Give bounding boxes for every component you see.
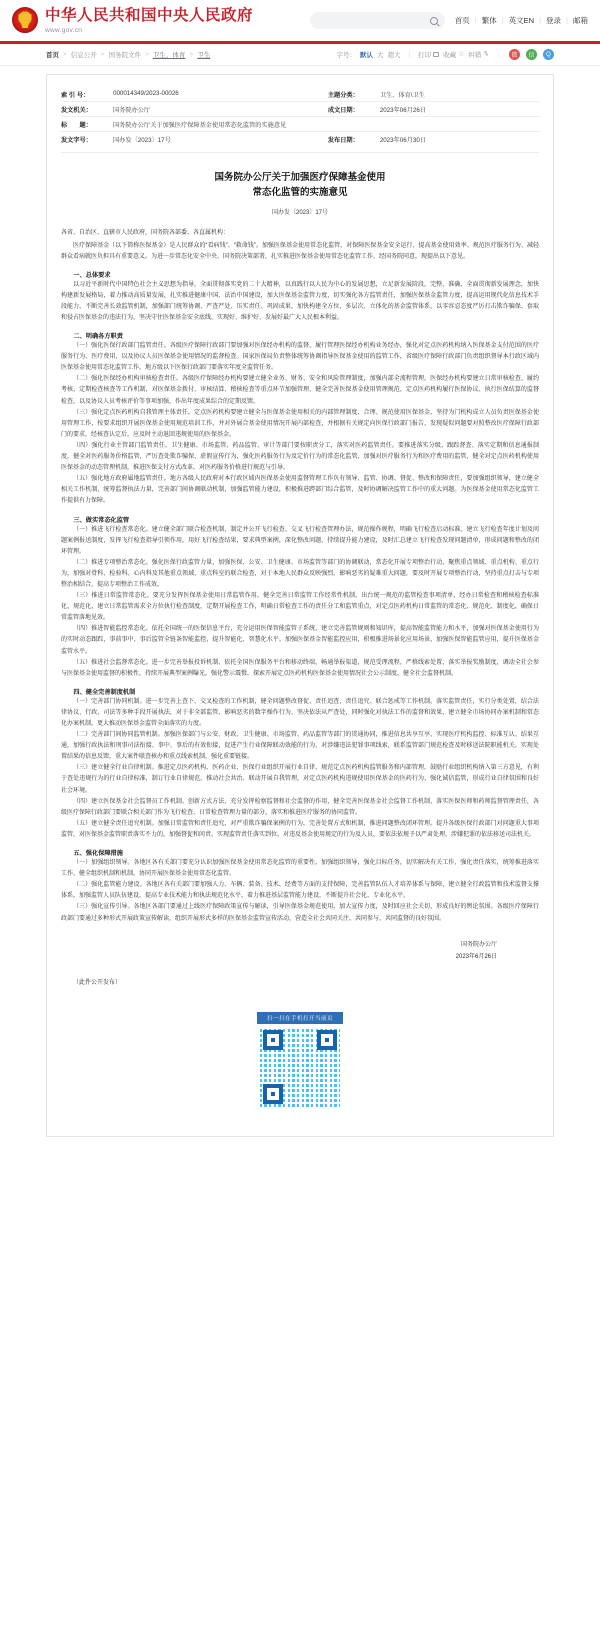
favorite-button[interactable] [443,50,464,59]
qr-finder-icon [263,1084,283,1104]
share-weibo-icon[interactable]: 微 [509,49,520,60]
section-paragraph: （三）推进日常监管常态化。要充分发挥医保基金使用日常监管作用，健全完善日常监管工作经常性机制，出台统一规范的监管检查事项清单，经办日常检查和稽核检查标准化、规范化，建立日常监管需求全方位执行检查制度，定期开展检查工作，明确日常检查工作的责任分工和监管重点，对定点医药机构日常监管的常态化、规范化、制度化，确保日常监管落地见效。 [61,593,539,622]
meta-value-docnumber: 国办发〔2023〕17号 [113,136,171,144]
meta-label-title: 标 题： [61,117,113,132]
correct-label: 纠错 [468,52,482,59]
table-row [61,102,539,117]
section-paragraph: （四）建立医保基金社会监督员工作机制。创新方式方法，充分发挥检察监督和社会监督的作用，健全完善医保基金社会监督工作机制，落实医保医师和药师监督管理责任，各级医疗保障行政部门要联合相关部门作为飞行检查、日常检查管理力量的部分，落实和推进医疗服务的协同监管。 [61,798,539,816]
nav-item-home[interactable]: 首页 [454,16,470,25]
section-paragraph: （一）加强组织领导。各地区各有关部门要充分认识加强医保基金使用常态化监管的重要性，加强组织领导，强化目标任务，切实解决有关工作，强化责任落实，统筹推进落实工作，健全组织机制和机制，协同开展医保基金使用常态化监管。 [61,860,539,878]
meta-label-index: 索 引 号： [61,87,113,102]
meta-label-formed-date: 成文日期： [328,102,380,117]
printer-icon [433,52,439,57]
section-paragraph: （三）强化宣传引导。各地区各部门要通过上线医疗保障政策宣传与解读，引导医保基金规范使用，加大宣传力度，及时回应社会关切，形成良好的舆论氛围。各级医疗保障行政部门要通过多种形式开展政策宣传解读，组织开展形式多样的医保基金监管宣传活动，营造全社会共同关注、共同参与、共同监督的良好氛围。 [61,904,539,922]
site-brand[interactable] [12,7,253,33]
meta-label-category: 主题分类： [328,87,380,102]
nav-item-login[interactable]: 登录 [546,16,562,25]
section-paragraph: （一）强化医保行政部门监管责任。各级医疗保障行政部门要加强对医保经办机构的监督、履行管理医保经办机构业务经办，强化对定点医药机构纳入医保基金支付范围的医疗服务行为、医疗费用，以及协议人员医保基金使用情况的监督检查。国家医保局负责整体统筹协调指导医保基金使用的监管工作，省级医疗保障行政部门负责组织督导本行政区域内医保基金使用常态化监管工作，地方级以下医保行政部门要落实年度全监管任务。 [61,343,539,372]
search-icon[interactable] [430,17,438,25]
table-row [61,117,539,132]
metadata-divider [61,152,539,153]
fontsize-default-button[interactable]: 默认 [359,52,373,59]
section-paragraph: （五）强化地方政府属地监管责任。地方各级人民政府对本行政区域内医保基金使用监督管理工作负有领导、监管、协调、督促、整改和保障责任，要加强组织领导，建立健全相关工作机制，统筹监督执法力量，完善部门间协调联动机制，加强监管能力建设，积极推进跨部门综合监管，及时协调解决监管工作中的重大问题。为医保基金使用常态化监管工作提供有力保障。 [61,476,539,505]
section-paragraph: （四）推进智能监控常态化。依托全国统一的医保信息平台，充分运用医保智能监管子系统，建立完善监管规则和知识库，提高智能监管能力和水平，加强对医保基金使用行为的实时动态跟踪，事前事中、事后监管全链条智能监控，提升智能化、智慧化水平。加强医保基金智能监控应用，积极推进场景化应用场景，加强医保智能监管应用，提升医保基金监管水平。 [61,626,539,655]
meta-value-category: 卫生、体育\卫生 [380,87,539,102]
pencil-icon: ✎ [482,50,490,59]
signature-date: 2023年6月26日 [455,953,497,960]
section-heading: 一、总体要求 [73,271,111,279]
section-paragraph: （二）强化医保经办机构审核检查责任。各级医疗保障经办机构要建立健全业务、财务、安全和风险管理制度，加强内部全流程管理，医保经办机构要建立日常审核检查、履约考核、定期检查核查等工作机制，对医保基金拨付、审核结算、稽核检查等重点环节加强管理，健全完善医保基金使用管理规范，定点医药机构履行医保协议、执行医保结算的监督检查，以及协议人员考核评价等事项加强，作出年度成果综合的定期反馈。 [61,376,539,405]
meta-label-docnumber: 发文字号： [61,136,92,144]
breadcrumb-item-statecouncil-docs[interactable]: 国务院文件 [108,52,142,59]
breadcrumb-item-openinfo[interactable]: 信息公开 [70,52,97,59]
document-number: 国办发〔2023〕17号 [271,210,329,217]
section-paragraph: （一）完善部门协同机制。进一步完善上查下、交叉检查的工作机制，健全问题整改督促、责任追查、责任追究、联合惩戒等工作机制。落实监管责任，实行分类处置，结合法律协议、行政、司法等多种手段开展执法，对于非全部监管、影响恶劣的数字操作行为，坚决依法从严查处，同时强化对执法工作的监督和效果，建立健全市场协同办案机制和常态化办案机制，更大推动医保基金监管全面落实的力度。 [61,698,539,727]
page-title-line1: 国务院办公厅关于加强医疗保障基金使用 [214,172,386,183]
page-title-line2: 常态化监管的实施意见 [252,186,348,198]
qr-caption: 扫一扫在手机打开当前页 [257,1012,343,1024]
section-heading: 二、明确各方职责 [73,333,123,341]
qr-code-block [257,1012,343,1110]
document-intro: 医疗保障基金（以下简称医保基金）是人民群众的“看病钱”、“救命钱”。加强医保基金使用常态化监管，对保障医保基金安全运行、提高基金使用效率、规范医疗服务行为、减轻群众看病就医负担具有重要意义。为进一步常态化安全中央、国务院决策部署，扎实推进医保基金使用常态化监管工作，经国务院同意，现提出以下意见。 [61,242,539,260]
table-row [61,87,539,102]
search-input[interactable] [310,16,430,25]
breadcrumb-item-home[interactable]: 首页 [46,52,59,59]
share-wechat-icon[interactable]: 信 [526,49,537,60]
section-heading: 四、健全完善制度机制 [73,688,136,696]
qr-finder-icon [317,1030,337,1050]
correct-button[interactable] [468,50,489,59]
document-addressee: 各省、自治区、直辖市人民政府，国务院各部委、各直属机构： [61,230,230,237]
section-paragraph: （五）建立健全责任追究机制。加强日常监管和责任追究，对严重欺诈骗保案例的行为，完善处置方式和机制，推进问题整改闭环管理。提升各级医保行政部门对问题重大事项监管，对医保基金监管职责落实不力的，加强督促和问责，实现监管责任落实到位。对违反基金使用规定的行为及人员，要依法依规予以严肃处理，涉嫌犯罪的依法移送司法机关。 [61,820,539,838]
nav-separator: | [474,16,477,25]
signature-organization: 国务院办公厅 [460,941,497,948]
section-paragraph: （一）推进飞行检查常态化。建立健全部门联合检查机制，制定并公开飞行检查、交叉飞行检查管理办法，规范操作规程，明确飞行检查启动标准。建立飞行检查年度计划及问题案例报送制度，发挥飞行检查指导引领作用，用好飞行检查结果，要求典型案例，深化整改问题，持续提升能力建设，及时汇总建立飞行检查发现问题清单，形成问题和整改的闭环管理。 [61,526,539,555]
meta-value-title: 国务院办公厅关于加强医疗保障基金使用常态化监管的实施意见 [113,117,539,132]
section-paragraph: （四）强化行业主管部门监管责任。卫生健康、市场监管、药品监管、审计等部门要按职责分工，落实对医药监管责任。要推进落实分级、跟踪督查、落实定期和信息通报制度，健全对医药服务价格监管，严厉查处欺诈骗保、虚假宣传行为，强化医药服务行为及定价行为的常态化监管，加强对医疗服务行为和医疗费用的监管，健全对定点医药机构使用医保基金的动态管理机制，推进医保支付方式改革，对医药服务价格进行规范与引导。 [61,442,539,472]
search-box[interactable] [310,12,445,29]
table-row [61,132,539,147]
document-paper [46,74,554,1137]
breadcrumb [46,50,210,59]
site-title: 中华人民共和国中央人民政府 [45,6,254,25]
tools-separator: | [408,51,411,58]
breadcrumb-arrow: > [189,51,194,58]
qr-finder-icon [263,1030,283,1050]
section-paragraph: （二）推进专项整治常态化。强化医保行政监管力量，加强医保、公安、卫生健康、市场监管等部门的协调联动，常态化开展专项整治行动，聚焦重点领域、重点机构、重点行为，加强对骨科、检验科、心内科及其他重点领域、重点科室的联合检查，对于本地人民群众反映强烈、影响恶劣的疑难重大问题，要及时开展专项整治行动，坚持重点打击与专项整治相结合，提高专项整治工作成效。 [61,559,539,588]
meta-value-published-date: 2023年06月30日 [379,136,426,144]
section-paragraph: （五）推进社会监督常态化。进一步完善举报投诉机制，依托全国医保服务平台和移动终端，畅通举报渠道，规范受理流程，严格线索处置，落实举报奖励制度，调动全社会参与医保基金使用监督的积极性，持续开展典型案例曝光，强化警示震慑，探索开展定点医药机构医保基金使用情况社会公示制度，健全社会监督机制。 [61,659,539,677]
section-heading: 五、强化保障措施 [73,850,123,858]
breadcrumb-arrow: > [100,51,105,58]
nav-item-mail[interactable]: 邮箱 [573,16,588,25]
nav-separator: | [566,16,568,25]
header-nav [455,15,588,26]
document-signature [61,939,539,963]
national-emblem-icon [12,7,38,33]
share-qq-icon[interactable]: Q [543,49,554,60]
print-label: 打印 [418,52,432,59]
section-heading: 三、做实常态化监管 [73,516,130,524]
section-paragraph: 以习近平新时代中国特色社会主义思想为指导，全面贯彻落实党的二十大精神，以真践行以人民为中心的发展思想，立足新发展阶段，完整、准确、全面贯彻新发展理念，加快构建新发展格局，着力推动高质量发展，扎实推进健康中国、法治中国建设，加大医保基金监管力度，切实强化各方监管责任，加强医保基金监管力度，提高运用现代化信息技术手段能力，不断完善长效监管机制，加强部门统筹协调、严查严处、压实责任、巩固成果，加快构建全方位、多层次、立体化的基金监管体系，以零容忍态度严厉打击欺诈骗保、套取和侵占医保基金的违法行为，坚决守住医保基金安全底线，实现好、维护好、发展好最广大人民根本利益。 [61,281,539,321]
site-url: www.gov.cn [45,26,83,34]
section-paragraph: （三）建立健全行业自律机制。推进定点医药机构、医药企业、医保行业组织开展行业自律，规范定点医药机构监管服务和内部管理，鼓励行业组织机构纳入第三方意见，有利于查处违规行为的行业自律标准，制订行业自律规范，推动社会共治、联动开展自我管理，对定点医药机构违规使用医保基金的医药行为，强化诚信监管，形成行业自律氛围和良好社会环境。 [61,765,539,794]
section-paragraph: （二）强化监管能力建设。各地区各有关部门要加强人力、车辆、装备、技术、经费等方面的支持保障，完善监管队伍人才培养体系与保障，建立健全行政监管和技术监督支撑体系，加强监管人员队伍建设，提高专业技术能力和执法规范化水平，着力推进基层监管能力建设，不断提升社会化、专业化水平。 [61,882,539,900]
page-title [61,171,539,200]
fontsize-label: 字号： [336,52,356,59]
nav-item-traditional[interactable]: 繁体 [481,16,497,25]
breadcrumb-item-health-sports[interactable]: 卫生、体育 [152,52,186,59]
site-header [0,0,600,44]
meta-label-issuer: 发文机关： [61,102,113,117]
qr-code-image [257,1024,343,1110]
breadcrumb-item-health[interactable]: 卫生 [197,52,211,59]
fontsize-xlarge-button[interactable]: 超大 [387,52,401,59]
meta-value-index: 000014349/2023-00026 [113,87,328,102]
favorite-label: 收藏 [443,52,457,59]
breadcrumb-arrow: > [63,51,67,58]
publish-note: （此件公开发布） [73,979,122,986]
tools-separator: | [497,51,499,58]
section-paragraph: （二）完善部门间协同监管机制。加强医保部门与公安、财政、卫生健康、市场监管、药品监管等部门的贯通协同，推进信息共享互享，实现医疗机构监控、标准互认、结果互通，加强行政执法和刑事司法衔接、事中、事后的有效衔接，促进产生行业保障联动效能的行为，对涉嫌违法犯罪事项线索，联系监管部门规范检查及时移送法院职能机关，实现处置结果的信息反馈，重大案件联查核办和重点线索机制，强化重要链接。 [61,732,539,761]
meta-label-published-date: 发布日期： [327,136,359,144]
article-tools [336,49,554,60]
breadcrumb-arrow: > [145,51,149,58]
meta-value-issuer: 国务院办公厅 [113,102,328,117]
print-button[interactable] [418,50,439,59]
section-paragraph: （三）强化定点医药机构自我管理主体责任。定点医药机构要建立健全与医保基金使用相关的内部管理制度、合理、规范使用医保基金，坚持为门机构成立人员负责医保基金使用管理工作，按要求组织开展医保基金使用规范培训工作，并对外展合基金使用情况开展内部检查，并根据有关规定向医保行政部门报告，发现疑似问题要对照整改医疗保障行政部门的要求，经核查认定后，应及时主动退回违规使用的医保基金。 [61,409,539,438]
nav-separator: | [539,16,542,25]
document-sections [61,270,539,925]
fontsize-large-button[interactable]: 大 [376,52,384,59]
star-icon: ☆ [458,51,465,58]
nav-item-english[interactable]: 英文EN [508,16,535,25]
document-metadata-table [61,87,539,146]
breadcrumb-bar [0,44,600,66]
meta-value-formed-date: 2023年06月26日 [380,102,539,117]
nav-separator: | [501,16,504,25]
